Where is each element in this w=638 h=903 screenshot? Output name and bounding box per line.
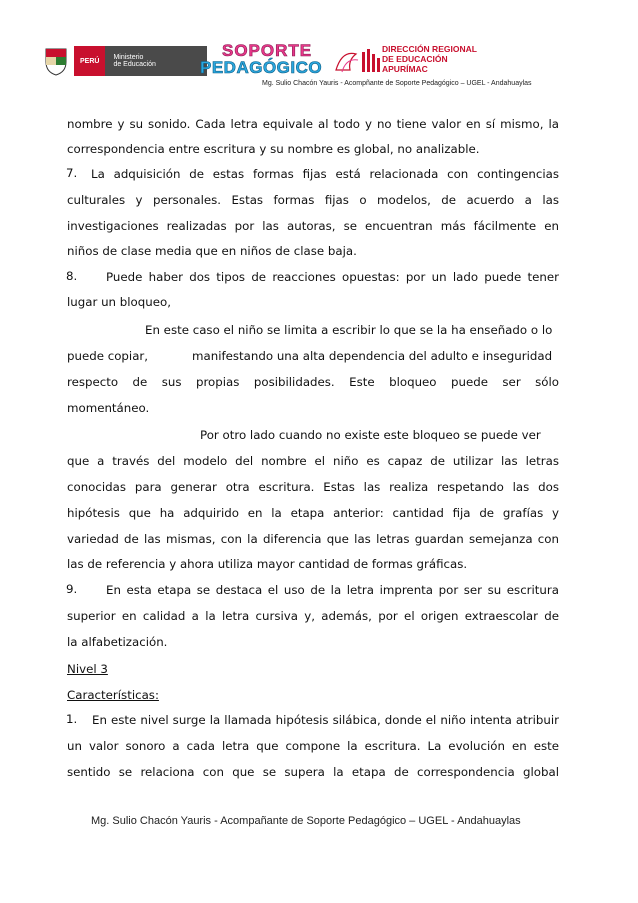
text-line: superior en calidad a la letra cursiva y, además, por el origen extraescolar de	[67, 609, 559, 623]
page-footer: Mg. Sulio Chacón Yauris - Acompañante de Soporte Pedagógico – UGEL - Andahuaylas	[91, 815, 521, 827]
text-line: lugar un bloqueo,	[67, 295, 171, 309]
text-line: La adquisición de estas formas fijas está relacionada con contingencias	[91, 167, 559, 181]
text-line: puede copiar,	[67, 349, 149, 363]
dre-apurimac-logo: DIRECCIÓN REGIONAL DE EDUCACIÓN APURÍMAC	[382, 44, 477, 74]
text-line: correspondencia entre escritura y su nombre es global, no analizable.	[67, 142, 480, 156]
peru-shield-icon	[42, 46, 70, 76]
text-line: que a través del modelo del nombre el niño es capaz de utilizar las letras	[67, 454, 559, 468]
text-line: Por otro lado cuando no existe este bloqueo se puede ver	[200, 428, 541, 442]
list-number: 8.	[66, 269, 78, 283]
section-heading: Nivel 3	[67, 662, 108, 676]
peru-label: PERÚ	[74, 46, 105, 76]
text-line: nombre y su sonido. Cada letra equivale al todo y no tiene valor en sí mismo, la	[67, 117, 559, 131]
text-line: sentido se relaciona con que se supera la etapa de correspondencia global	[67, 765, 559, 779]
list-number: 7.	[66, 166, 78, 180]
text-line: momentáneo.	[67, 401, 150, 415]
text-line: hipótesis que ha adquirido en la etapa anterior: cantidad fija de grafías y	[67, 506, 559, 520]
ministry-name: Ministerio de Educación	[105, 46, 207, 76]
text-line: En esta etapa se destaca el uso de la letra imprenta por ser su escritura	[106, 583, 559, 597]
text-line: En este caso el niño se limita a escribir lo que se la ha enseñado o lo	[145, 323, 553, 337]
header-running-line: Mg. Sulio Chacón Yauris - Acompñante de Soporte Pedagógico – UGEL - Andahuaylas	[262, 80, 532, 87]
ministry-logo	[42, 46, 207, 76]
text-line: investigaciones realizadas por las autoras, se encuentran más fácilmente en	[67, 219, 559, 233]
section-subheading: Características:	[67, 688, 159, 702]
apurimac-emblem-icon	[332, 44, 382, 76]
text-line: la alfabetización.	[67, 635, 168, 649]
soporte-pedagogico-logo: SOPORTE PEDAGÓGICO	[200, 41, 323, 77]
text-line: un valor sonoro a cada letra que compone la escritura. La evolución en este	[67, 739, 559, 753]
text-line: niños de clase media que en niños de clase baja.	[67, 244, 357, 258]
text-line: respecto de sus propias posibilidades. Este bloqueo puede ser sólo	[67, 375, 559, 389]
text-line: Puede haber dos tipos de reacciones opuestas: por un lado puede tener	[106, 270, 559, 284]
text-line: variedad de las mismas, con la diferencia que las letras guardan semejanza con	[67, 532, 559, 546]
text-line: conocidas para generar otra escritura. Estas las realiza respetando las dos	[67, 480, 559, 494]
page-header	[0, 0, 638, 100]
text-line: las de referencia y ahora utiliza mayor cantidad de formas gráficas.	[67, 557, 468, 571]
list-number: 9.	[66, 582, 78, 596]
text-line: culturales y personales. Estas formas fijas o modelos, de acuerdo a las	[67, 193, 559, 207]
text-line: manifestando una alta dependencia del adulto e inseguridad	[192, 349, 553, 363]
list-number: 1.	[66, 712, 78, 726]
text-line: En este nivel surge la llamada hipótesis silábica, donde el niño intenta atribuir	[92, 713, 559, 727]
